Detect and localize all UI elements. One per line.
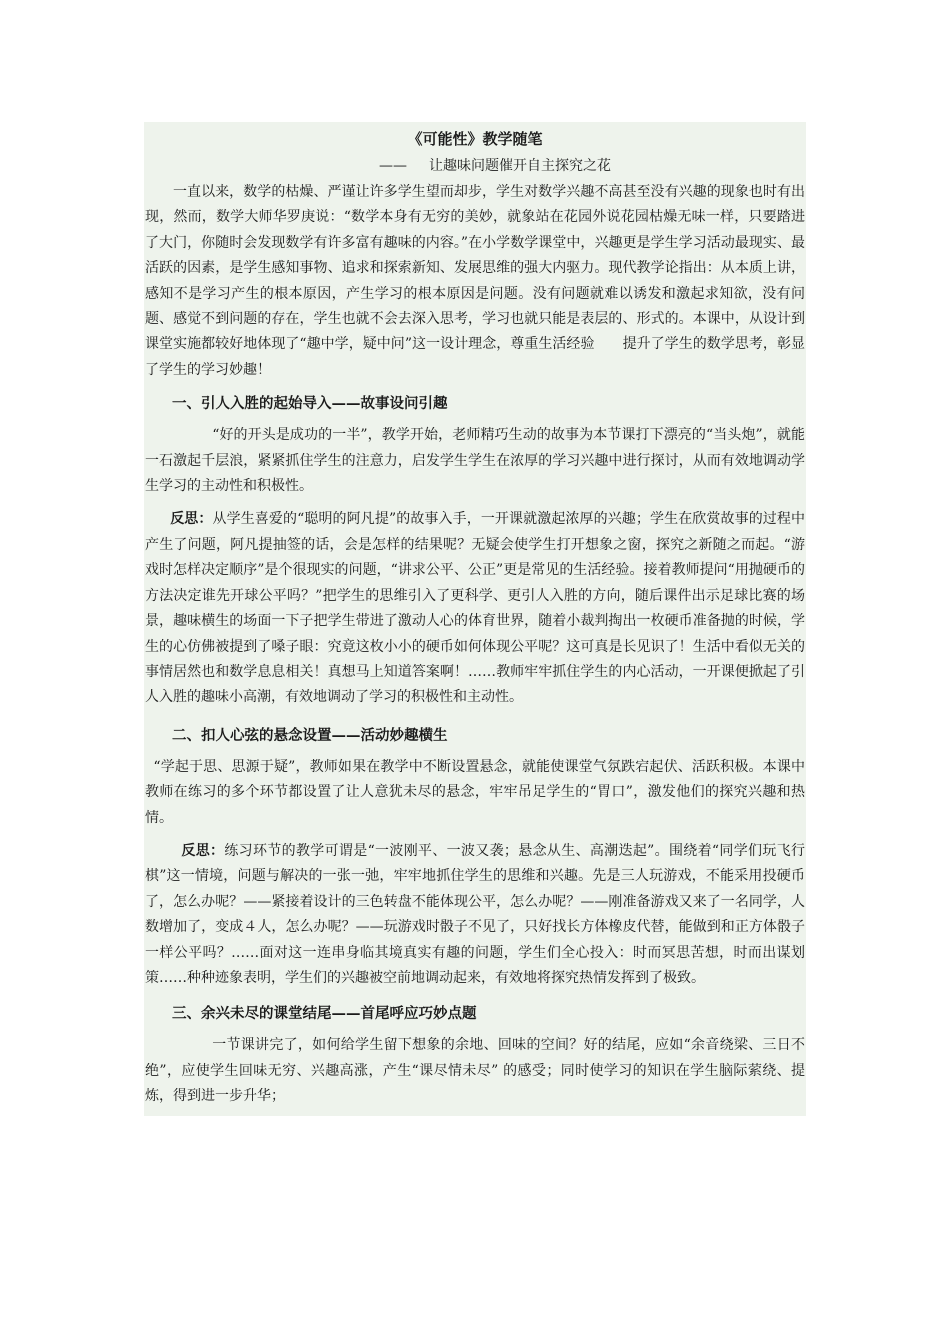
reflection-text: 从学生喜爱的“聪明的阿凡提”的故事入手，一开课就激起浓厚的兴趣；学生在欣赏故事的过程中产生了问题，阿凡提抽签的话，会是怎样的结果呢？无疑会使学生打开想象之窗，探究之新随之而起。“游戏时怎样决定顺序”是个很现实的问题，“讲求公平、公正”更是常见的生活经验。接着教师提问“用抛硬币的方法决定谁先开球公平吗？”把学生的思维引入了更科学、更引人入胜的方向，随后课件出示足球比赛的场景，趣味横生的场面一下子把学生带进了激动人心的体育世界，随着小裁判掏出一枚硬币准备抛的时候，学生的心仿佛被提到了嗓子眼：究竟这枚小小的硬币如何体现公平呢？这可真是长见识了！生活中看似无关的事情居然也和数学息息相关！真想马上知道答案啊！……教师牢牢抓住学生的内心活动，一开课便掀起了引人入胜的趣味小高潮，有效地调动了学习的积极性和主动性。 <box>145 511 806 706</box>
section-1-heading: 一、引人入胜的起始导入——故事设问引趣 <box>172 395 448 413</box>
section-2-reflection <box>144 839 806 991</box>
intro-paragraph: 一直以来，数学的枯燥、严谨让许多学生望而却步，学生对数学兴趣不高甚至没有兴趣的现象也时有出现，然而，数学大师华罗庚说：“数学本身有无穷的美妙，就象站在花园外说花园枯燥无味一样，只要踏进了大门，你随时会发现数学有许多富有趣味的内容。”在小学数学课堂中，兴趣更是学生学习活动最现实、最活跃的因素，是学生感知事物、追求和探索新知、发展思维的强大内驱力。现代教学论指出：从本质上讲，感知不是学习产生的根本原因，产生学习的根本原因是问题。没有问题就难以诱发和激起求知欲，没有问题、感觉不到问题的存在，学生也就不会去深入思考，学习也就只能是表层的、形式的。本课中，从设计到课堂实施都较好地体现了“趣中学，疑中问”这一设计理念，尊重生活经验 提升了学生的数学思考，彰显了学生的学习妙趣！ <box>145 184 805 378</box>
document-page <box>144 122 806 1116</box>
section-2-paragraph: “学起于思、思源于疑”，教师如果在教学中不断设置悬念，就能使课堂气氛跌宕起伏、活跃积极。本课中教师在练习的多个环节都设置了让人意犹未尽的悬念，牢牢吊足学生的“胃口”，激发他们的探究兴趣和热情。 <box>145 758 805 826</box>
reflection-label: 反思： <box>170 511 213 528</box>
reflection-label: 反思： <box>181 842 225 859</box>
spacer <box>144 831 806 839</box>
section-1-reflection <box>144 507 806 710</box>
document-title: 《可能性》教学随笔 <box>407 130 543 148</box>
section-3-paragraph: 一节课讲完了，如何给学生留下想象的余地、回味的空间？好的结尾，应如“余音绕梁、三日不绝”，应使学生回味无穷、兴趣高涨，产生“课尽情未尽” 的感受；同时使学习的知识在学生脑际萦绕、提炼，得到进一步升华； <box>145 1037 805 1105</box>
spacer <box>144 499 806 507</box>
document-subtitle <box>184 152 806 180</box>
section-1-paragraph: “好的开头是成功的一半”，教学开始，老师精巧生动的故事为本节课打下漂亮的“当头炮”，就能一石激起千层浪，紧紧抓住学生的注意力，启发学生学生在浓厚的学习兴趣中进行探讨，从而有效地调动学生学习的主动性和积极性。 <box>145 427 805 495</box>
section-2-heading: 二、扣人心弦的悬念设置——活动妙趣横生 <box>172 726 448 744</box>
subtitle-text: 让趣味问题催开自主探究之花 <box>429 158 611 174</box>
reflection-text: 练习环节的教学可谓是“一波刚平、一波又袭；悬念从生、高潮迭起”。围绕着“同学们玩飞行棋”这一情境，问题与解决的一张一弛，牢牢地抓住学生的思维和兴趣。先是三人玩游戏，不能采用投硬币了，怎么办呢？——紧接着设计的三色转盘不能体现公平，怎么办呢？——刚准备游戏又来了一名同学，人数增加了，变成４人，怎么办呢？——玩游戏时骰子不见了，只好找长方体橡皮代替，能做到和正方体骰子一样公平吗？……面对这一连串身临其境真实有趣的问题，学生们全心投入：时而冥思苦想，时而出谋划策……种种迹象表明，学生们的兴趣被空前地调动起来，有效地将探究热情发挥到了极致。 <box>145 842 805 986</box>
subtitle-dash: —— <box>379 158 407 174</box>
section-3-heading: 三、余兴未尽的课堂结尾——首尾呼应巧妙点题 <box>172 1005 477 1023</box>
